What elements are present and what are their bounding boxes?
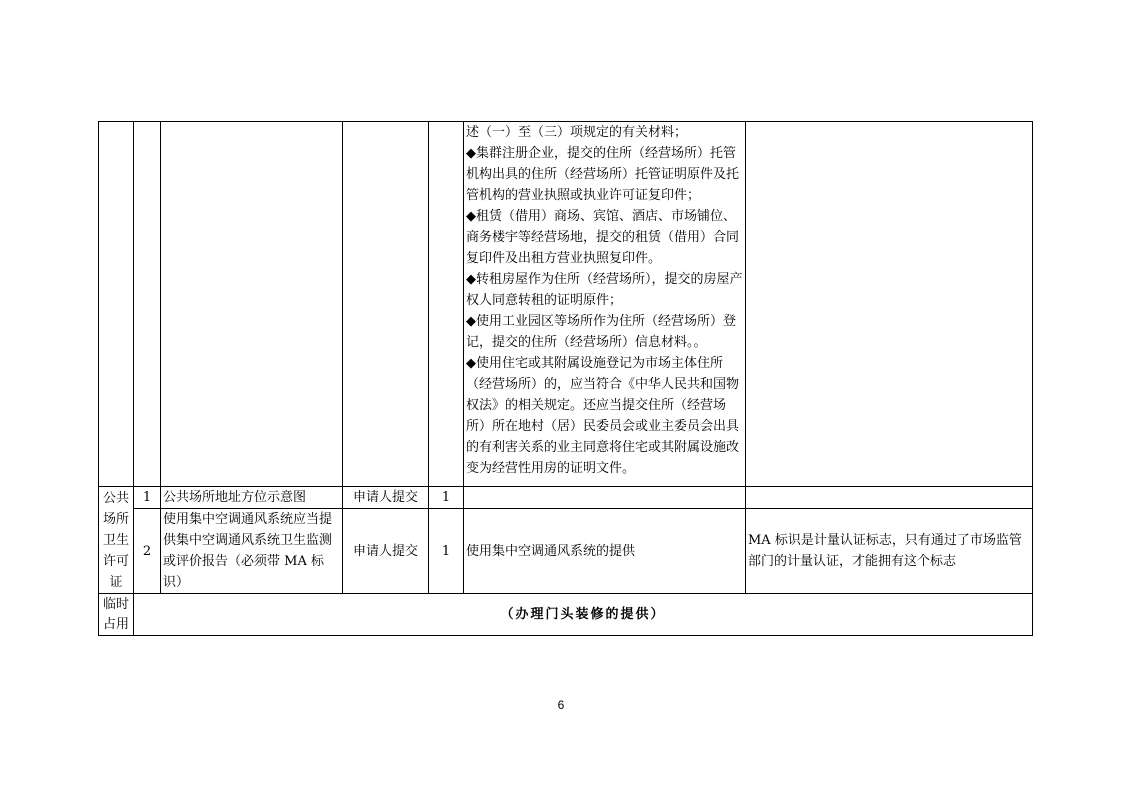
page-number: 6 <box>557 698 565 712</box>
material-note <box>746 487 1033 509</box>
table-row <box>99 487 1033 509</box>
requirement-cell-continued <box>464 122 746 487</box>
material-requirement <box>464 487 746 509</box>
category-temporary: 临时占用 <box>99 594 134 636</box>
count-cell-empty <box>429 122 464 487</box>
requirement-line: ◆使用工业园区等场所作为住所（经营场所）登记，提交的住所（经营场所）信息材料。。 <box>466 314 736 350</box>
material-name: 使用集中空调通风系统应当提供集中空调通风系统卫生监测或评价报告（必须带 MA 标识） <box>161 509 343 594</box>
material-count: 1 <box>429 487 464 509</box>
no-cell-empty <box>134 122 161 487</box>
source-cell-empty <box>343 122 429 487</box>
material-requirement: 使用集中空调通风系统的提供 <box>464 509 746 594</box>
materials-table <box>98 121 1033 636</box>
material-source: 申请人提交 <box>343 487 429 509</box>
table-row-temporary <box>99 594 1033 636</box>
row-number: 1 <box>134 487 161 509</box>
requirement-line: ◆租赁（借用）商场、宾馆、酒店、市场铺位、商务楼宇等经营场地，提交的租赁（借用）合同复印件及出租方营业执照复印件。 <box>466 209 740 266</box>
name-cell-empty <box>161 122 343 487</box>
table-row <box>99 509 1033 594</box>
material-count: 1 <box>429 509 464 594</box>
material-source: 申请人提交 <box>343 509 429 594</box>
requirement-line: ◆转租房屋作为住所（经营场所），提交的房屋产权人同意转租的证明原件； <box>466 272 743 308</box>
category-cell-empty <box>99 122 134 487</box>
requirement-line: 述（一）至（三）项规定的有关材料； <box>466 125 688 140</box>
category-public-health: 公共场所卫生许可证 <box>99 487 134 594</box>
row-number: 2 <box>134 509 161 594</box>
material-name: 公共场所地址方位示意图 <box>161 487 343 509</box>
requirement-line: ◆使用住宅或其附属设施登记为市场主体住所（经营场所）的，应当符合《中华人民共和国物权法》的相关规定。还应当提交住所（经营场所）所在地村（居）民委员会或业主委员会出具的有利害关系的业主同意将住宅或其附属设施改变为经营性用房的证明文件。 <box>466 356 740 476</box>
temporary-content: （办理门头装修的提供） <box>134 594 1033 636</box>
table-row-continued <box>99 122 1033 487</box>
requirement-line: ◆集群注册企业，提交的住所（经营场所）托管机构出具的住所（经营场所）托管证明原件及托管机构的营业执照或执业许可证复印件； <box>466 146 740 203</box>
note-cell-empty <box>746 122 1033 487</box>
material-note: MA 标识是计量认证标志，只有通过了市场监管部门的计量认证，才能拥有这个标志 <box>746 509 1033 594</box>
